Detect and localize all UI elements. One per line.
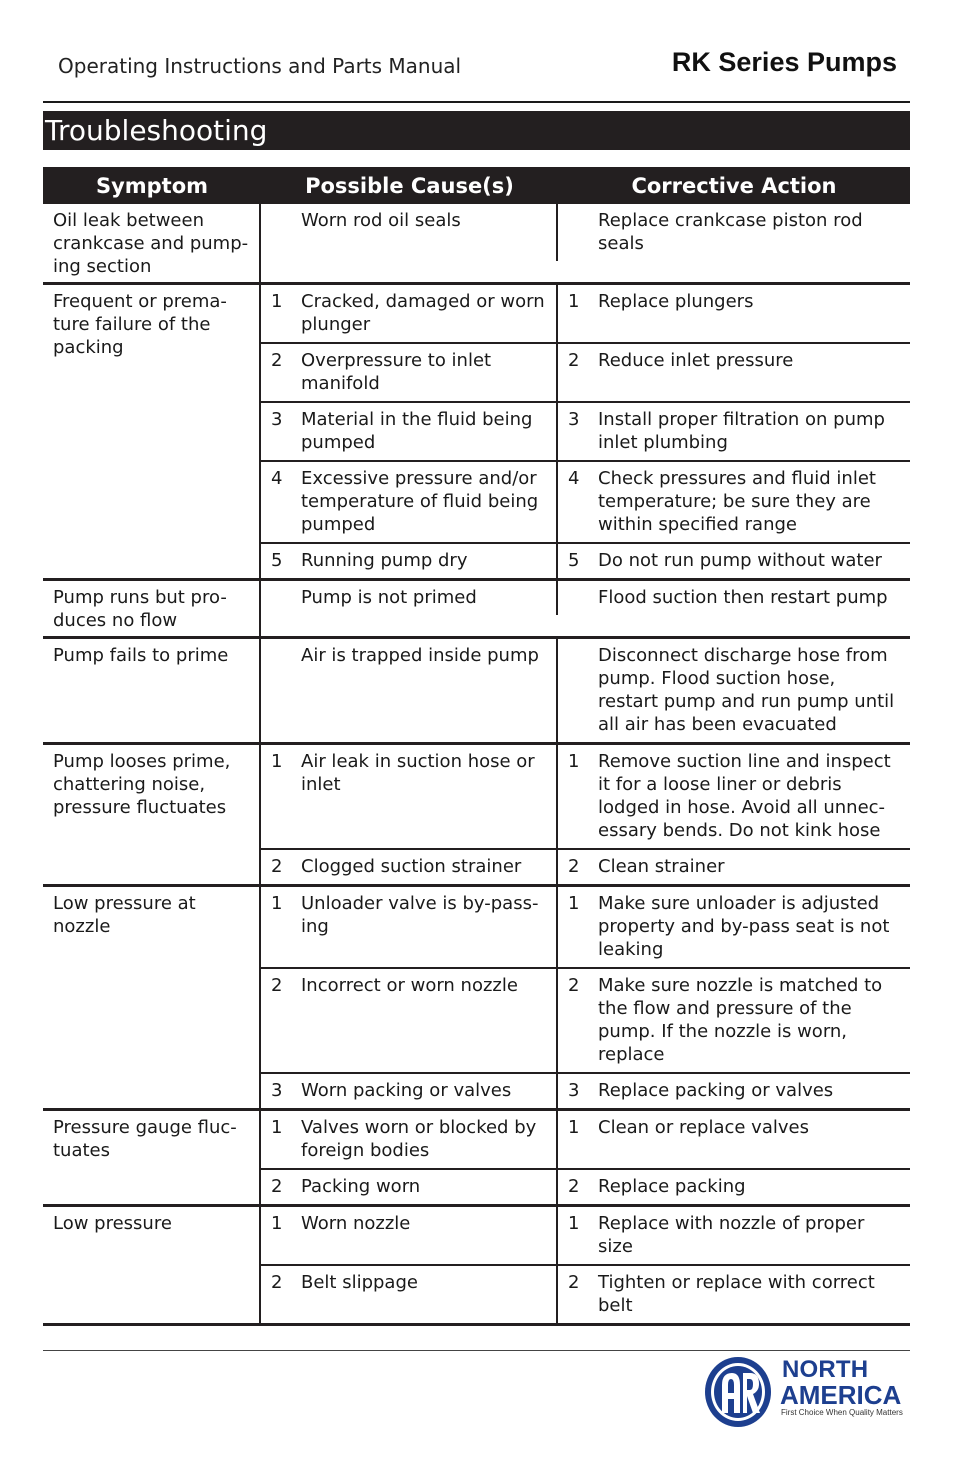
cause-number: 1 bbox=[271, 1117, 283, 1138]
action-number: 1 bbox=[568, 1213, 580, 1234]
cause-text: Valves worn or blocked by foreign bodies bbox=[301, 1117, 537, 1161]
cause-cell bbox=[261, 850, 558, 884]
action-number: 1 bbox=[568, 291, 580, 312]
action-number: 2 bbox=[568, 1176, 580, 1197]
cause-number: 1 bbox=[271, 291, 283, 312]
cause-text: Clogged suction strainer bbox=[301, 856, 522, 877]
cause-text: Material in the fluid being pumped bbox=[301, 409, 533, 453]
company-logo bbox=[702, 1355, 912, 1429]
action-text: Install proper filtration on pump inlet plumbing bbox=[598, 409, 885, 453]
table-row bbox=[261, 1266, 910, 1323]
logo-text-north: NORTH bbox=[782, 1356, 869, 1383]
cause-text: Air is trapped inside pump bbox=[301, 645, 539, 666]
action-number bbox=[568, 586, 598, 609]
table-row bbox=[261, 969, 910, 1074]
table-row bbox=[261, 344, 910, 403]
table-row bbox=[261, 544, 910, 578]
cause-cell bbox=[261, 462, 558, 542]
cause-number: 2 bbox=[271, 1272, 283, 1293]
action-cell bbox=[558, 887, 910, 967]
action-number: 1 bbox=[568, 1117, 580, 1138]
action-text: Remove suction line and inspect it for a loose liner or debris lodged in hose. Avoid all unnec-essary bends. Do not kink hose bbox=[598, 751, 891, 841]
cause-text: Air leak in suction hose or inlet bbox=[301, 751, 535, 795]
cause-text: Running pump dry bbox=[301, 550, 468, 571]
column-header-cause: Possible Cause(s) bbox=[305, 173, 514, 198]
action-cell bbox=[558, 204, 910, 261]
cause-cell bbox=[261, 1170, 558, 1204]
symptom-group bbox=[43, 1207, 910, 1326]
cause-cell bbox=[261, 1074, 558, 1108]
action-text: Flood suction then restart pump bbox=[598, 587, 888, 608]
logo-text-america: AMERICA bbox=[780, 1380, 902, 1410]
troubleshooting-table bbox=[43, 167, 910, 1326]
cause-text: Unloader valve is by-pass-ing bbox=[301, 893, 539, 937]
cause-cell bbox=[261, 969, 558, 1072]
cause-number: 1 bbox=[271, 893, 283, 914]
cause-number: 1 bbox=[271, 751, 283, 772]
action-number: 3 bbox=[568, 1080, 580, 1101]
footer-divider bbox=[43, 1350, 910, 1351]
table-row bbox=[261, 462, 910, 544]
manual-subtitle: Operating Instructions and Parts Manual bbox=[58, 54, 462, 78]
symptom-group bbox=[43, 1111, 910, 1207]
cause-cell bbox=[261, 1111, 558, 1168]
action-cell bbox=[558, 969, 910, 1072]
table-row bbox=[261, 850, 910, 884]
cause-number: 3 bbox=[271, 409, 283, 430]
column-header-action: Corrective Action bbox=[631, 173, 837, 198]
cause-cell bbox=[261, 581, 558, 615]
cause-text: Worn packing or valves bbox=[301, 1080, 512, 1101]
action-cell bbox=[558, 403, 910, 460]
action-text: Replace packing or valves bbox=[598, 1080, 834, 1101]
action-text: Clean or replace valves bbox=[598, 1117, 809, 1138]
action-cell bbox=[558, 850, 910, 884]
action-number: 4 bbox=[568, 468, 580, 489]
cause-cell bbox=[261, 285, 558, 342]
table-row bbox=[261, 639, 910, 742]
action-text: Reduce inlet pressure bbox=[598, 350, 794, 371]
symptom-cell: Pump fails to prime bbox=[43, 639, 261, 742]
action-cell bbox=[558, 462, 910, 542]
action-text: Check pressures and fluid inlet temperature; be sure they are within specified range bbox=[598, 468, 876, 535]
action-number: 3 bbox=[568, 409, 580, 430]
column-header-symptom: Symptom bbox=[95, 173, 209, 198]
cause-cell bbox=[261, 544, 558, 578]
cause-number bbox=[271, 644, 301, 736]
table-row bbox=[261, 887, 910, 969]
cause-number: 5 bbox=[271, 550, 283, 571]
action-text: Replace packing bbox=[598, 1176, 746, 1197]
action-cell bbox=[558, 285, 910, 342]
cause-number bbox=[271, 209, 301, 255]
cause-text: Cracked, damaged or worn plunger bbox=[301, 291, 545, 335]
cause-cell bbox=[261, 887, 558, 967]
cause-cell bbox=[261, 745, 558, 848]
cause-number: 2 bbox=[271, 350, 283, 371]
table-row bbox=[261, 745, 910, 850]
symptom-group bbox=[43, 745, 910, 887]
action-number: 1 bbox=[568, 751, 580, 772]
cause-text: Worn nozzle bbox=[301, 1213, 411, 1234]
action-cell bbox=[558, 344, 910, 401]
cause-number: 1 bbox=[271, 1213, 283, 1234]
action-cell bbox=[558, 745, 910, 848]
action-number: 2 bbox=[568, 856, 580, 877]
cause-cell bbox=[261, 1266, 558, 1323]
section-heading: Troubleshooting bbox=[43, 111, 910, 150]
action-cell bbox=[558, 1266, 910, 1323]
cause-text: Pump is not primed bbox=[301, 587, 477, 608]
action-number: 5 bbox=[568, 550, 580, 571]
cause-text: Packing worn bbox=[301, 1176, 421, 1197]
cause-cell bbox=[261, 1207, 558, 1264]
table-row bbox=[261, 1170, 910, 1204]
cause-text: Belt slippage bbox=[301, 1272, 418, 1293]
cause-text: Overpressure to inlet manifold bbox=[301, 350, 492, 394]
table-row bbox=[261, 1207, 910, 1266]
action-cell bbox=[558, 1207, 910, 1264]
symptom-group bbox=[43, 581, 910, 639]
symptom-cell: Oil leak between crankcase and pump-ing section bbox=[43, 204, 261, 282]
symptom-group bbox=[43, 887, 910, 1111]
symptom-group bbox=[43, 639, 910, 745]
table-row bbox=[261, 581, 910, 615]
action-text: Do not run pump without water bbox=[598, 550, 882, 571]
table-row bbox=[261, 1111, 910, 1170]
cause-cell bbox=[261, 403, 558, 460]
symptom-group bbox=[43, 204, 910, 285]
cause-text: Incorrect or worn nozzle bbox=[301, 975, 518, 996]
symptom-cell: Pressure gauge fluc-tuates bbox=[43, 1111, 261, 1204]
document-title: RK Series Pumps bbox=[671, 47, 897, 77]
cause-number: 2 bbox=[271, 856, 283, 877]
action-number: 1 bbox=[568, 893, 580, 914]
action-cell bbox=[558, 581, 910, 615]
cause-number: 2 bbox=[271, 975, 283, 996]
action-cell bbox=[558, 1074, 910, 1108]
symptom-cell: Pump runs but pro-duces no flow bbox=[43, 581, 261, 636]
table-body bbox=[43, 204, 910, 1326]
cause-cell bbox=[261, 204, 558, 261]
ar-logo-icon bbox=[702, 1355, 776, 1429]
action-cell bbox=[558, 1111, 910, 1168]
table-row bbox=[261, 285, 910, 344]
cause-text: Excessive pressure and/or temperature of fluid being pumped bbox=[301, 468, 539, 535]
action-number bbox=[568, 644, 598, 736]
cause-number: 4 bbox=[271, 468, 283, 489]
action-number: 2 bbox=[568, 350, 580, 371]
action-number: 2 bbox=[568, 975, 580, 996]
action-number bbox=[568, 209, 598, 255]
cause-number bbox=[271, 586, 301, 609]
action-text: Tighten or replace with correct belt bbox=[598, 1272, 875, 1316]
symptom-group bbox=[43, 285, 910, 581]
action-text: Replace with nozzle of proper size bbox=[598, 1213, 865, 1257]
action-number: 2 bbox=[568, 1272, 580, 1293]
header-divider bbox=[43, 101, 910, 103]
table-row bbox=[261, 204, 910, 261]
table-row bbox=[261, 1074, 910, 1108]
action-text: Clean strainer bbox=[598, 856, 725, 877]
symptom-cell: Pump looses prime, chattering noise, pressure fluctuates bbox=[43, 745, 261, 884]
symptom-cell: Frequent or prema-ture failure of the packing bbox=[43, 285, 261, 578]
action-text: Replace crankcase piston rod seals bbox=[598, 210, 863, 254]
logo-tagline: First Choice When Quality Matters bbox=[781, 1408, 903, 1417]
action-text: Make sure nozzle is matched to the flow and pressure of the pump. If the nozzle is worn, replace bbox=[598, 975, 883, 1065]
table-row bbox=[261, 403, 910, 462]
action-cell bbox=[558, 1170, 910, 1204]
cause-number: 2 bbox=[271, 1176, 283, 1197]
symptom-cell: Low pressure at nozzle bbox=[43, 887, 261, 1108]
action-cell bbox=[558, 639, 910, 742]
action-cell bbox=[558, 544, 910, 578]
cause-text: Worn rod oil seals bbox=[301, 210, 461, 231]
action-text: Make sure unloader is adjusted property and by-pass seat is not leaking bbox=[598, 893, 890, 960]
action-text: Replace plungers bbox=[598, 291, 754, 312]
action-text: Disconnect discharge hose from pump. Flood suction hose, restart pump and run pump until all air has been evacuated bbox=[598, 645, 895, 735]
cause-number: 3 bbox=[271, 1080, 283, 1101]
cause-cell bbox=[261, 639, 558, 742]
cause-cell bbox=[261, 344, 558, 401]
table-header bbox=[43, 167, 910, 204]
symptom-cell: Low pressure bbox=[43, 1207, 261, 1323]
